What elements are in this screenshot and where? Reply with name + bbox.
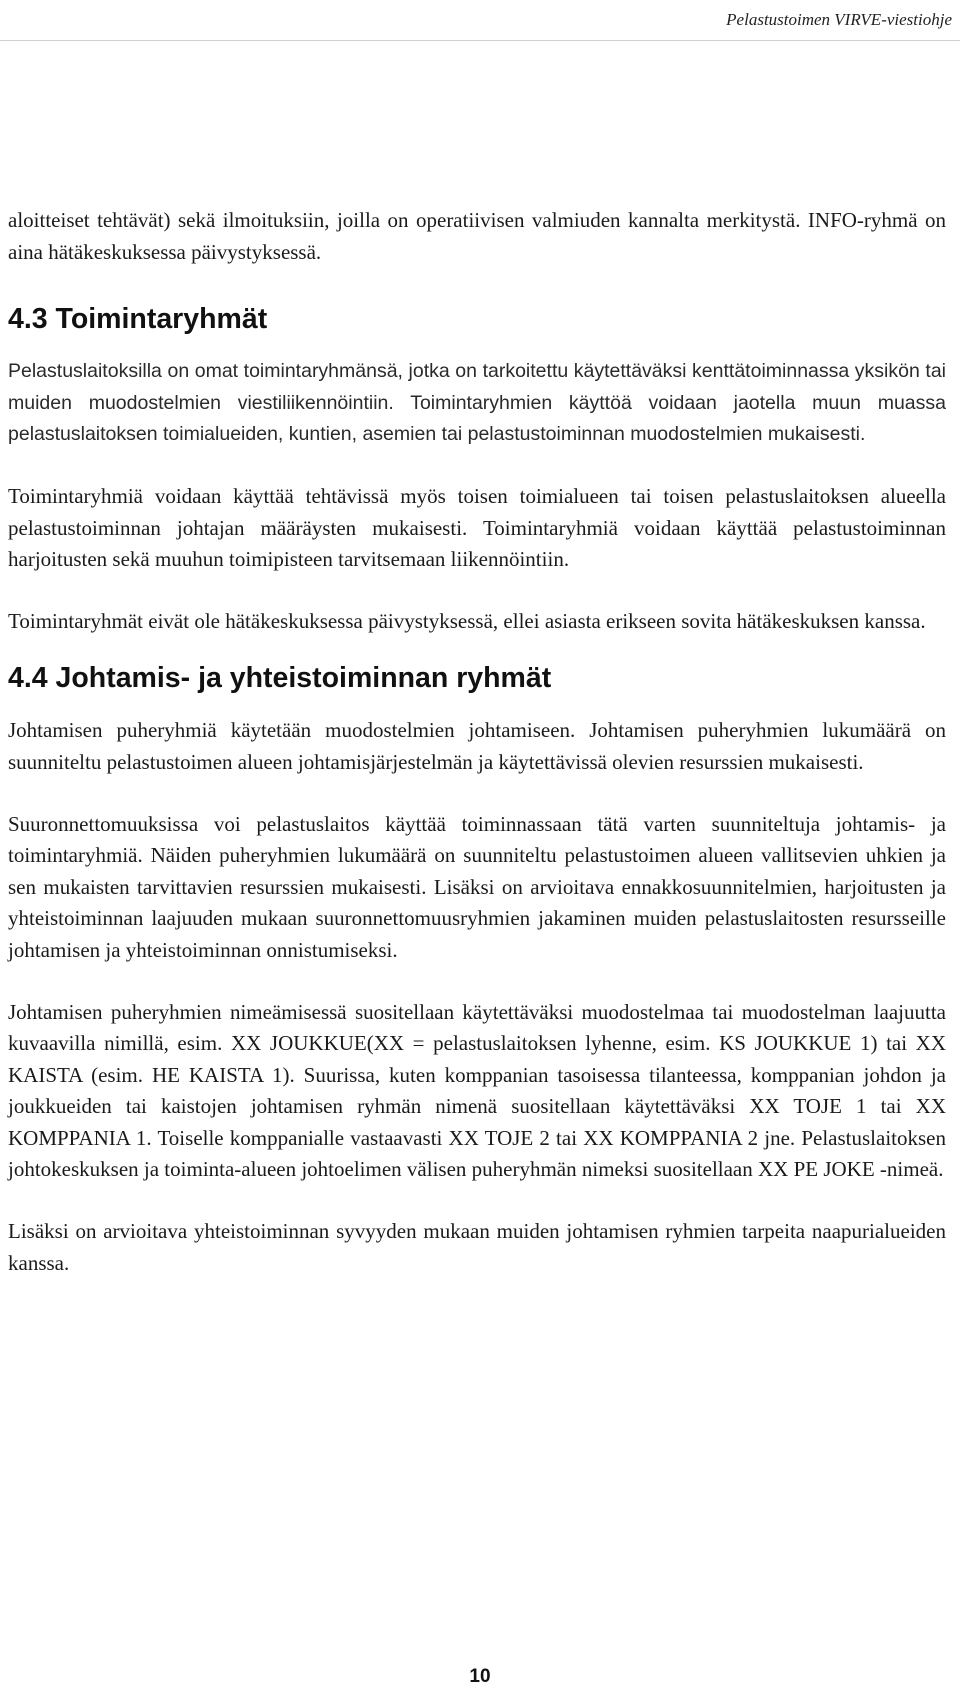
section-heading-4-3: 4.3 Toimintaryhmät <box>8 303 268 336</box>
paragraph-continued: aloitteiset tehtävät) sekä ilmoituksiin, joilla on operatiivisen valmiuden kannalta merkitystä. INFO-ryhmä on aina hätäkeskuksessa päivystyksessä. <box>8 208 946 264</box>
running-header-title: Pelastustoimen VIRVE-viestiohje <box>726 10 952 29</box>
paragraph-4-3-intro: Pelastuslaitoksilla on omat toimintaryhmänsä, jotka on tarkoitettu käytettäväksi kenttätoiminnassa yksikön tai muiden muodostelmien viestiliikennöintiin. Toimintaryhmien käyttöä voidaan jaotella muun muassa pelastuslaitoksen toimialueiden, kuntien, asemien tai pelastustoiminnan muodostelmien mukaisesti. <box>8 360 946 446</box>
paragraph-4-4-command-groups: Johtamisen puheryhmiä käytetään muodostelmien johtamiseen. Johtamisen puheryhmien lukumäärä on suunniteltu pelastustoimen alueen johtamisjärjestelmän ja käytettävissä olevien resurssien mukaisesti. <box>8 718 946 774</box>
paragraph-4-3-usage: Toimintaryhmiä voidaan käyttää tehtävissä myös toisen toimialueen tai toisen pelastuslaitoksen alueella pelastustoiminnan johtajan määräysten mukaisesti. Toimintaryhmiä voidaan käyttää pelastustoiminnan harjoitusten sekä muuhun toimipisteen tarvitsemaan liikennöintiin. <box>8 483 946 572</box>
paragraph-4-3-duty: Toimintaryhmät eivät ole hätäkeskuksessa päivystyksessä, ellei asiasta erikseen sovita hätäkeskuksen kanssa. <box>8 608 926 633</box>
paragraph-4-4-naming: Johtamisen puheryhmien nimeämisessä suositellaan käytettäväksi muodostelmaa tai muodostelman laajuutta kuvaavilla nimillä, esim. XX JOUKKUE(XX = pelastuslaitoksen lyhenne, esim. KS JOUKKUE 1) tai XX KAISTA (esim. HE KAISTA 1). Suurissa, kuten komppanian tasoisessa tilanteessa, komppanian johdon ja joukkueiden tai kaistojen johtamisen ryhmän nimenä suositellaan käytettäväksi XX TOJE 1 tai XX KOMPPANIA 1. Toiselle komppanialle vastaavasti XX TOJE 2 tai XX KOMPPANIA 2 jne. Pelastuslaitoksen johtokeskuksen ja toiminta-alueen johtoelimen välisen puheryhmän nimeksi suositellaan XX PE JOKE -nimeä. <box>8 999 946 1182</box>
paragraph-4-4-cooperation: Lisäksi on arvioitava yhteistoiminnan syvyyden mukaan muiden johtamisen ryhmien tarpeita naapurialueiden kanssa. <box>8 1219 946 1275</box>
paragraph-4-4-major-accidents: Suuronnettomuuksissa voi pelastuslaitos käyttää toiminnassaan tätä varten suunniteltuja johtamis- ja toimintaryhmiä. Näiden puheryhmien lukumäärä on suunniteltu pelastustoimen alueen vallitsevien uhkien ja sen mukaisten tarvittavien resurssien mukaisesti. Lisäksi on arvioitava ennakkosuunnitelmien, harjoitusten ja yhteistoiminnan laajuuden mukaan suuronnettomuusryhmien jakaminen muiden pelastuslaitosten resursseille johtamisen ja yhteistoiminnan onnistumiseksi. <box>8 811 946 962</box>
page-number: 10 <box>469 1666 491 1687</box>
header-divider <box>0 40 960 41</box>
section-heading-4-4: 4.4 Johtamis- ja yhteistoiminnan ryhmät <box>8 662 552 695</box>
document-body <box>8 205 946 1279</box>
